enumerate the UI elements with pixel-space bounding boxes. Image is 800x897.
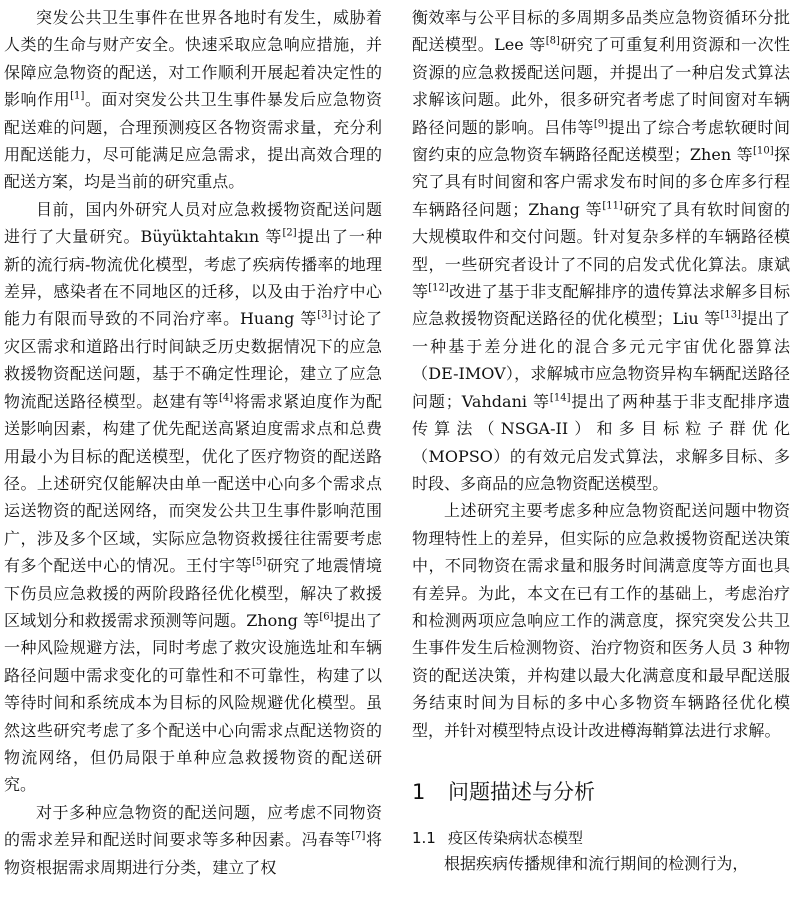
left-column <box>4 4 382 881</box>
citation: [10] <box>753 145 774 157</box>
body-paragraph: 突发公共卫生事件在世界各地时有发生，威胁着人类的生命与财产安全。快速采取应急响应措施，并保障应急物资的配送，对工作顺利开展起着决定性的影响作用[1]。面对突发公共卫生事件暴发后应急物资配送难的问题，合理预测疫区各物资需求量，充分利用配送能力，尽可能满足应急需求，提出高效合理的配送方案，均是当前的研究重点。 <box>4 8 382 192</box>
body-paragraph: 上述研究主要考虑多种应急物资配送问题中物资物理特性上的差异，但实际的应急救援物资配送决策中，不同物资在需求量和服务时间满意度等方面也具有差异。为此，本文在已有工作的基础上，考虑治疗和检测两项应急响应工作的满意度，探究突发公共卫生事件发生后检测物资、治疗物资和医务人员 3 种物资的配送决策，并构建以最大化满意度和最早配送服务结束时间为目标的多中心多物资车辆路径优化模型，并针对模型特点设计改进樽海鞘算法进行求解。 <box>412 501 790 740</box>
right-column <box>412 4 790 877</box>
citation: [11] <box>602 200 623 212</box>
body-paragraph: 对于多种应急物资的配送问题，应考虑不同物资的需求差异和配送时间要求等多种因素。冯春等[7]将物资根据需求周期进行分类，建立了权 <box>4 802 382 877</box>
citation: [1] <box>70 90 85 102</box>
citation: [14] <box>549 392 571 404</box>
section-number: 1 <box>412 779 426 804</box>
citation: [8] <box>545 36 560 48</box>
citation: [5] <box>252 556 267 568</box>
section-title: 问题描述与分析 <box>448 779 595 804</box>
citation: [4] <box>218 392 234 404</box>
citation: [12] <box>428 282 449 294</box>
body-paragraph: 目前，国内外研究人员对应急救援物资配送问题进行了大量研究。Büyüktahtakın 等[2]提出了一种新的流行病-物流优化模型，考虑了疾病传播率的地理差异，感染者在不同地区的迁移，以及由于治疗中心能力有限而导致的不同治疗率。Huang 等[3]讨论了灾区需求和道路出行时间缺乏历史数据情况下的应急救援物资配送问题，基于不确定性理论，建立了应急物流配送路径模型。赵建有等[4]将需求紧迫度作为配送影响因素，构建了优先配送高紧迫度需求点和总费用最小为目标的配送模型，优化了医疗物资的配送路径。上述研究仅能解决由单一配送中心向多个需求点运送物资的配送网络，而突发公共卫生事件影响范围广，涉及多个区域，实际应急物资救援往往需要考虑有多个配送中心的情况。王付宇等[5]研究了地震情境下伤员应急救援的两阶段路径优化模型，解决了救援区域划分和救援需求预测等问题。Zhong 等[6]提出了一种风险规避方法，同时考虑了救灾设施选址和车辆路径问题中需求变化的可靠性和不可靠性，构建了以等待时间和系统成本为目标的风险规避优化模型。虽然这些研究考虑了多个配送中心向需求点配送物资的物流网络，但仍局限于单种应急救援物资的配送研究。 <box>4 199 382 795</box>
citation: [3] <box>317 310 332 322</box>
subsection-heading <box>412 826 790 850</box>
citation: [2] <box>282 227 297 239</box>
section-heading <box>412 778 790 806</box>
subsection-number: 1.1 <box>412 828 436 847</box>
body-paragraph: 根据疾病传播规律和流行期间的检测行为， <box>444 853 749 873</box>
citation: [13] <box>720 310 742 322</box>
citation: [9] <box>593 118 609 130</box>
citation: [6] <box>319 611 334 623</box>
body-paragraph: 衡效率与公平目标的多周期多品类应急物资循环分批配送模型。Lee 等[8]研究了可重复利用资源和一次性资源的应急救援配送问题，并提出了一种启发式算法求解该问题。此外，很多研究者考虑了时间窗对车辆路径问题的影响。吕伟等[9]提出了综合考虑软硬时间窗约束的应急物资车辆路径配送模型；Zhen 等[10]探究了具有时间窗和客户需求发布时间的多仓库多行程车辆路径问题；Zhang 等[11]研究了具有软时间窗的大规模取件和交付问题。针对复杂多样的车辆路径模型，一些研究者设计了不同的启发式优化算法。康斌等[12]改进了基于非支配解排序的遗传算法求解多目标应急救援物资配送路径的优化模型；Liu 等[13]提出了一种基于差分进化的混合多元元宇宙优化器算法（DE-IMOV），求解城市应急物资异构车辆配送路径问题；Vahdani 等[14]提出了两种基于非支配排序遗传算法（NSGA-II）和多目标粒子群优化（MOPSO）的有效元启发式算法，求解多目标、多时段、多商品的应急物资配送模型。 <box>412 8 791 493</box>
citation: [7] <box>351 830 366 842</box>
subsection-title: 疫区传染病状态模型 <box>448 828 584 847</box>
